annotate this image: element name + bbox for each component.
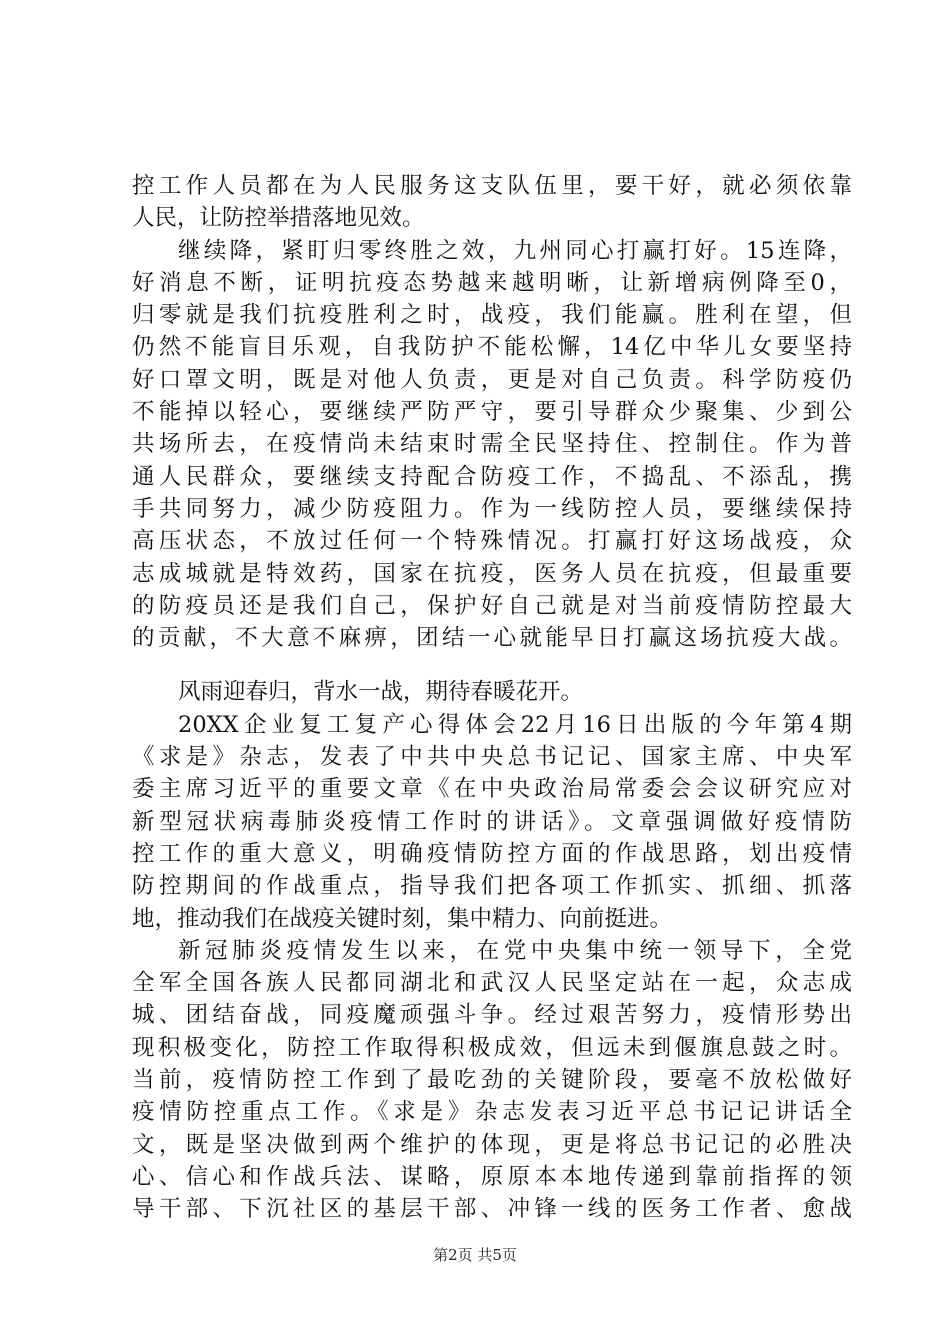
text-line: 城、团结奋战，同疫魔顽强斗争。经过艰苦努力，疫情形势出: [132, 1002, 852, 1029]
paragraph-3: [132, 676, 852, 708]
text-line: 风雨迎春归，背水一战，期待春暖花开。: [178, 679, 584, 706]
text-line: 新冠肺炎疫情发生以来，在党中央集中统一领导下，全党: [178, 937, 852, 964]
text-line: 疫情防控重点工作。《求是》杂志发表习近平总书记记讲话全: [132, 1099, 852, 1126]
text-line: 全军全国各族人民都同湖北和武汉人民坚定站在一起，众志成: [132, 970, 852, 997]
text-line: 控工作的重大意义，明确疫情防控方面的作战思路，划出疫情: [132, 840, 852, 867]
text-line: 人民，让防控举措落地见效。: [132, 205, 425, 232]
text-line: 好消息不断，证明抗疫态势越来越明晰，让新增病例降至0，: [132, 269, 852, 296]
text-line: 文，既是坚决做到两个维护的体现，更是将总书记记的必胜决: [132, 1131, 852, 1158]
text-line: 导干部、下沉社区的基层干部、冲锋一线的医务工作者、愈战: [132, 1196, 852, 1223]
text-line: 通人民群众，要继续支持配合防疫工作，不捣乱、不添乱，携: [132, 463, 852, 490]
paragraph-4: [132, 709, 852, 935]
text-line: 志成城就是特效药，国家在抗疫，医务人员在抗疫，但最重要: [132, 560, 852, 587]
text-line: 的贡献，不大意不麻痹，团结一心就能早日打赢这场抗疫大战。: [132, 625, 852, 652]
paragraph-5: [132, 935, 852, 1226]
text-line: 地，推动我们在战疫关键时刻，集中精力、向前挺进。: [132, 905, 673, 932]
text-line: 《求是》杂志，发表了中共中央总书记记、国家主席、中央军: [132, 744, 852, 771]
text-line: 20XX企业复工复产心得体会22月16日出版的今年第4期: [178, 711, 852, 738]
text-line: 心、信心和作战兵法、谋略，原原本本地传递到靠前指挥的领: [132, 1163, 852, 1190]
text-line: 手共同努力，减少防疫阻力。作为一线防控人员，要继续保持: [132, 495, 852, 522]
text-line: 共场所去，在疫情尚未结束时需全民坚持住、控制住。作为普: [132, 431, 852, 458]
page-number-footer: 第2页 共5页: [433, 1246, 517, 1264]
paragraph-gap: [132, 654, 852, 676]
text-line: 继续降，紧盯归零终胜之效，九州同心打赢打好。15连降，: [178, 237, 852, 264]
paragraph-1: [132, 170, 852, 235]
text-line: 新型冠状病毒肺炎疫情工作时的讲话》。文章强调做好疫情防: [132, 808, 852, 835]
text-line: 归零就是我们抗疫胜利之时，战疫，我们能赢。胜利在望，但: [132, 302, 852, 329]
text-line: 的防疫员还是我们自己，保护好自己就是对当前疫情防控最大: [132, 592, 852, 619]
text-line: 好口罩文明，既是对他人负责，更是对自己负责。科学防疫仍: [132, 366, 852, 393]
document-body: [132, 170, 852, 1226]
text-line: 委主席习近平的重要文章《在中央政治局常委会会议研究应对: [132, 776, 852, 803]
text-line: 不能掉以轻心，要继续严防严守，要引导群众少聚集、少到公: [132, 399, 852, 426]
text-line: 高压状态，不放过任何一个特殊情况。打赢打好这场战疫，众: [132, 528, 852, 555]
paragraph-2: [132, 235, 852, 655]
text-line: 当前，疫情防控工作到了最吃劲的关键阶段，要毫不放松做好: [132, 1067, 852, 1094]
text-line: 仍然不能盲目乐观，自我防护不能松懈，14亿中华儿女要坚持: [132, 334, 852, 361]
text-line: 控工作人员都在为人民服务这支队伍里，要干好，就必须依靠: [132, 173, 852, 199]
text-line: 防控期间的作战重点，指导我们把各项工作抓实、抓细、抓落: [132, 873, 852, 900]
text-line: 现积极变化，防控工作取得积极成效，但远未到偃旗息鼓之时。: [132, 1034, 852, 1061]
